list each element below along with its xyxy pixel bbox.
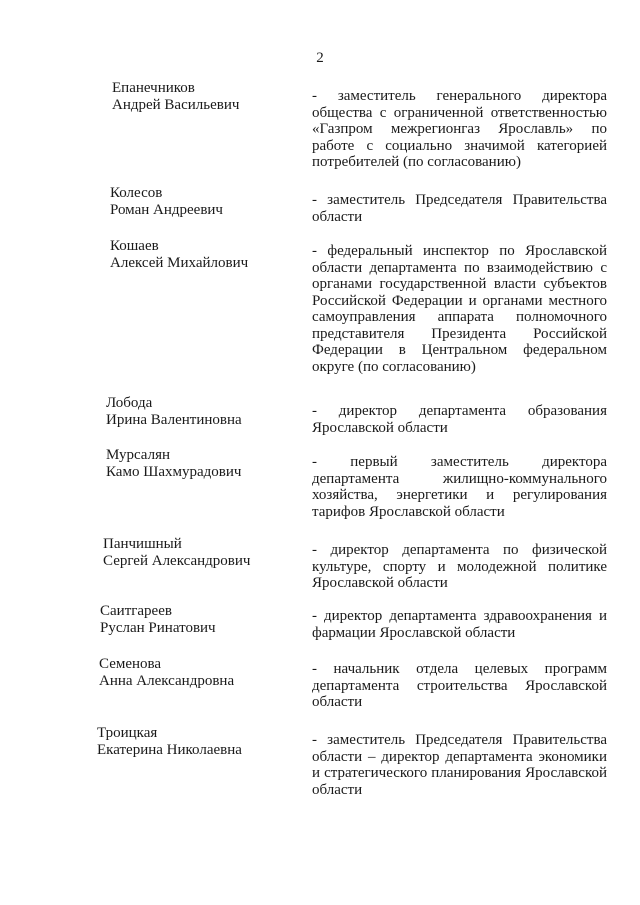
member-name <box>110 238 310 272</box>
member-given-name: Алексей Михайлович <box>110 255 249 271</box>
member-name <box>103 536 303 570</box>
member-name <box>106 395 306 429</box>
member-given-name: Сергей Александрович <box>103 553 251 569</box>
member-name <box>112 80 312 114</box>
member-given-name: Руслан Ринатович <box>100 620 216 636</box>
member-name <box>110 185 310 219</box>
member-given-name: Анна Александровна <box>99 673 235 689</box>
member-name <box>97 725 297 759</box>
member-surname: Панчишный <box>103 536 182 552</box>
member-role: - первый заместитель директора департамента жилищно-коммунального хозяйства, энергетики и регулирования тарифов Ярославской области <box>312 454 607 520</box>
member-name <box>106 447 306 481</box>
member-role: - начальник отдела целевых программ департамента строительства Ярославской области <box>312 661 607 710</box>
member-surname: Епанечников <box>112 80 195 96</box>
member-surname: Лобода <box>106 395 153 411</box>
member-name <box>99 656 299 690</box>
page-number: 2 <box>316 50 324 66</box>
member-surname: Семенова <box>99 656 162 672</box>
member-given-name: Роман Андреевич <box>110 202 223 218</box>
member-given-name: Камо Шахмурадович <box>106 464 242 480</box>
member-surname: Колесов <box>110 185 163 201</box>
member-surname: Саитгареев <box>100 603 172 619</box>
member-role: - заместитель генерального директора общества с ограниченной ответственностью «Газпром межрегионгаз Ярославль» по работе с социально значимой категорией потребителей (по согласованию) <box>312 88 607 170</box>
member-given-name: Андрей Васильевич <box>112 97 240 113</box>
member-surname: Мурсалян <box>106 447 171 463</box>
member-role: - директор департамента здравоохранения и фармации Ярославской области <box>312 608 607 641</box>
member-role: - заместитель Председателя Правительства области – директор департамента экономики и стратегического планирования Ярославской области <box>312 732 607 798</box>
member-surname: Кошаев <box>110 238 159 254</box>
member-surname: Троицкая <box>97 725 158 741</box>
member-role: - заместитель Председателя Правительства области <box>312 192 607 225</box>
member-given-name: Екатерина Николаевна <box>97 742 242 758</box>
member-given-name: Ирина Валентиновна <box>106 412 242 428</box>
member-role: - директор департамента образования Ярославской области <box>312 403 607 436</box>
member-role: - федеральный инспектор по Ярославской области департамента по взаимодействию с органами государственной власти субъектов Российской Федерации и органами местного самоуправления аппарата полномочного представителя Президента Российской Федерации в Центральном федеральном округе (по согласованию) <box>312 243 607 375</box>
member-name <box>100 603 300 637</box>
member-role: - директор департамента по физической культуре, спорту и молодежной политике Ярославской области <box>312 542 607 591</box>
